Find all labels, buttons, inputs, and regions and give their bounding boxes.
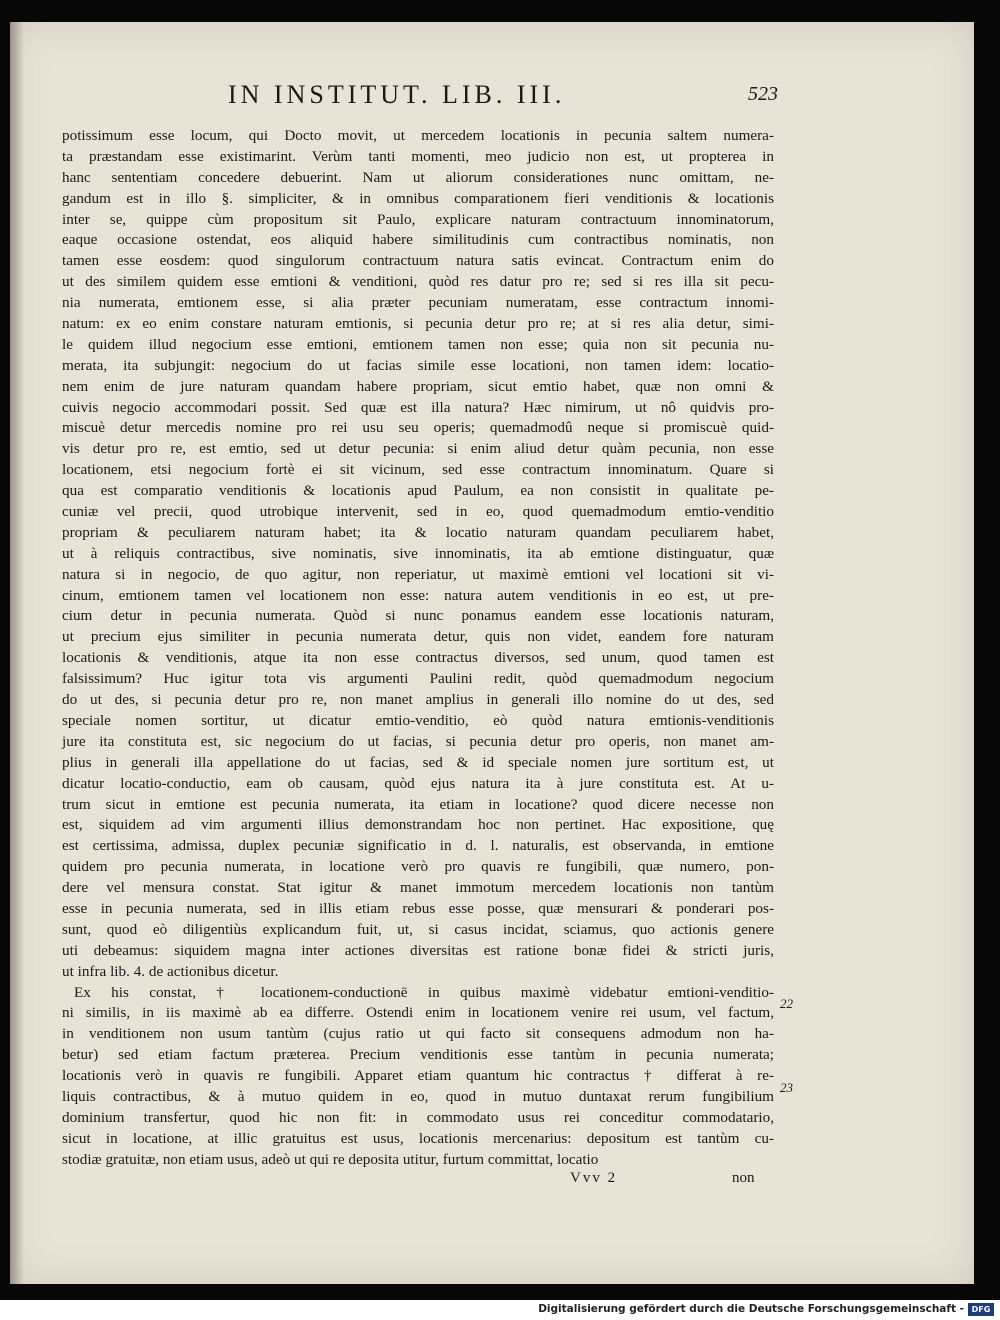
text-line: nem enim de jure naturam quandam habere propriam, sicut emtio habet, quæ non omni & bbox=[62, 377, 774, 395]
text-line: hanc sententiam concedere debuerint. Nam ut aliorum considerationes nunc omittam, ne- bbox=[62, 168, 774, 186]
text-line: tamen esse eosdem: quod singulorum contractuum natura satis evincat. Contractum enim do bbox=[62, 252, 774, 270]
text-line: sunt, quod eò diligentiùs explicandum fuit, ut, si casus incidat, sciamus, quo actionis genere bbox=[62, 920, 774, 938]
text-line: in venditionem non usum tantùm (cujus ratio ut qui facto sit consequens admodum non ha- bbox=[62, 1025, 774, 1043]
text-line: potissimum esse locum, qui Docto movit, ut mercedem locationis in pecunia saltem numera- bbox=[62, 127, 774, 144]
text-line: locationis & venditionis, atque ita non esse contractus diversos, sed unum, quod tamen est bbox=[62, 649, 774, 667]
text-line: ut precium ejus similiter in pecunia numerata detur, quis non videt, eandem fore naturam bbox=[62, 628, 774, 646]
text-line: gandum est in illo §. simpliciter, & in omnibus comparationem fieri venditionis & locationis bbox=[62, 189, 774, 207]
text-line: locationem, etsi negocium fortè ei sit vicinum, sed esse contractum innominatum. Quare si bbox=[62, 461, 774, 479]
body-text bbox=[62, 126, 774, 1171]
footer-bar bbox=[0, 1300, 1000, 1320]
text-line: ni similis, in iis maximè ab ea differre. Ostendi enim in locationem venire rei usum, vel factum, bbox=[62, 1004, 774, 1022]
text-line: qua est comparatio venditionis & locationis apud Paulum, ea non consistit in qualitate pe- bbox=[62, 482, 774, 500]
margin-note: 23 bbox=[780, 1080, 793, 1095]
text-line: est, siquidem ad vim argumenti illius demonstrandam hoc non pertinet. Hac expositione, quę bbox=[62, 816, 774, 834]
text-line: ut des similem quidem esse emtioni & venditioni, quòd res datur pro re; sed si res illa sit pecu- bbox=[62, 273, 774, 291]
text-line: propriam & peculiarem naturam habet; ita & locatio naturam quandam peculiarem habet, bbox=[62, 523, 774, 541]
signature-mark: Vvv 2 bbox=[570, 1170, 618, 1186]
text-line: dere vel mensura constat. Stat igitur & manet immotum mercedem locationis non tantùm bbox=[62, 879, 774, 897]
margin-note: 22 bbox=[780, 996, 793, 1011]
text-line: est certissima, admissa, duplex pecuniæ significatio in d. l. naturalis, est observanda, in emtione bbox=[62, 837, 774, 855]
text-line: speciale nomen sortitur, ut dicatur emtio-venditio, eò quòd natura emtionis-venditionis bbox=[62, 711, 774, 729]
text-line: esse in pecunia numerata, sed in illis etiam rebus esse posse, quæ mensurari & ponderari pos- bbox=[62, 899, 774, 917]
running-head-title: IN INSTITUT. LIB. III. bbox=[228, 80, 566, 109]
text-line: cuniæ vel precii, quod utrobique intervenit, sed in eo, quod quemadmodum emtio-venditio bbox=[62, 503, 774, 521]
text-line: quidem pro pecunia numerata, in locatione verò pro quavis re fungibili, quæ numero, pon- bbox=[62, 858, 774, 876]
text-line: vis detur pro re, est emtio, sed ut detur pecunia: si enim aliud detur quàm pecunia, non esse bbox=[62, 440, 774, 458]
text-line: ut à reliquis contractibus, sive nominatis, sive innominatis, ita ab emtione distinguatur, quæ bbox=[62, 544, 774, 562]
dfg-logo: DFG bbox=[968, 1303, 994, 1316]
text-line: do ut des, si pecunia detur pro re, non manet amplius in generali illo nomine do ut des, sed bbox=[62, 691, 774, 709]
funding-credit: Digitalisierung gefördert durch die Deutsche Forschungsgemeinschaft - bbox=[538, 1303, 964, 1315]
text-line: ut infra lib. 4. de actionibus dicetur. bbox=[62, 962, 279, 980]
text-line: plius in generali illa appellatione do ut facias, sed & id speciale nomen jure sortitum est, ut bbox=[62, 753, 774, 771]
text-line: le quidem illud negocium esse emtioni, emtionem tamen non esse; quia non sit pecunia nu- bbox=[62, 335, 774, 353]
text-line: sicut in locatione, at illic gratuitus est usus, locationis mercenarius: depositum est tantùm cu- bbox=[62, 1129, 774, 1147]
text-line: stodiæ gratuitæ, non etiam usus, adeò ut qui re deposita utitur, furtum committat, locatio bbox=[62, 1150, 599, 1168]
page-number: 523 bbox=[748, 83, 778, 105]
text-line: inter se, quippe cùm propositum sit Paulo, explicare naturam contractuum innominatorum, bbox=[62, 210, 774, 228]
text-line: jure ita constituta est, sic negocium do ut facias, si pecunia detur pro operis, non manet am- bbox=[62, 732, 774, 750]
text-line: ta præstandam esse existimarint. Verùm tanti momenti, meo judicio non est, ut propterea in bbox=[62, 147, 774, 165]
text-line: cium detur in pecunia numerata. Quòd si nunc ponamus eandem esse locationis naturam, bbox=[62, 607, 774, 625]
text-line: eaque occasione ostendat, eos aliquid habere similitudinis cum contractibus nominatis, non bbox=[62, 231, 774, 249]
text-line: locationis verò in quavis re fungibili. Apparet etiam quantum hic contractus † differat à re- bbox=[62, 1067, 774, 1085]
text-line: liquis contractibus, & à mutuo quidem in eo, quod in mutuo duntaxat rerum fungibilium bbox=[62, 1087, 774, 1105]
text-line: dicatur locatio-conductio, eam ob causam, quòd ejus natura ita à jure constituta est. At u- bbox=[62, 774, 774, 792]
text-line: miscuè detur mercedis nomine pro rei usu seu operis; quemadmodû neque si promiscuè quid- bbox=[62, 419, 774, 437]
text-line: betur) sed etiam factum præterea. Precium venditionis esse tantùm in pecunia numerata; bbox=[62, 1046, 774, 1064]
text-line: cinum, emtionem tamen vel locationem non esse: natura autem venditionis in eo est, ut pre- bbox=[62, 586, 774, 604]
text-line: natura si in negocio, de quo agitur, non reperiatur, ut maximè emtioni vel locationi sit vi- bbox=[62, 565, 774, 583]
text-line: merata, ita subjungit: negocium do ut facias simile esse locationi, non tamen idem: locatio- bbox=[62, 356, 774, 374]
text-line: Ex his constat, † locationem-conductionē in quibus maximè videbatur emtioni-venditio- bbox=[74, 983, 774, 1001]
text-line: trum sicut in emtione est pecunia numerata, ita etiam in locatione? quod dicere necesse non bbox=[62, 795, 774, 813]
running-head bbox=[10, 80, 974, 120]
text-line: nia numerata, emtionem esse, si alia præter pecuniam numeratam, esse contractum innomi- bbox=[62, 294, 774, 312]
text-line: natum: ex eo enim constare naturam emtionis, si pecunia detur pro re; at si res alia detur, simi- bbox=[62, 315, 774, 333]
book-page bbox=[10, 22, 974, 1284]
text-line: uti debeamus: siquidem magna inter actiones diversitas est ratione bonæ fidei & stricti juris, bbox=[62, 941, 774, 959]
page-gutter-shadow bbox=[10, 22, 24, 1284]
margin-notes bbox=[780, 22, 820, 1284]
text-line: cuivis negocio accommodari possit. Sed quæ est illa natura? Hæc nimirum, ut nô quidvis pro- bbox=[62, 398, 774, 416]
text-line: dominium transfertur, quod hic non fit: in commodato usus rei conceditur commodatario, bbox=[62, 1108, 774, 1126]
text-line: falsissimum? Huc igitur tota vis argumenti Paulini redit, quòd quemadmodum negocium bbox=[62, 670, 774, 688]
catchword: non bbox=[732, 1170, 755, 1186]
